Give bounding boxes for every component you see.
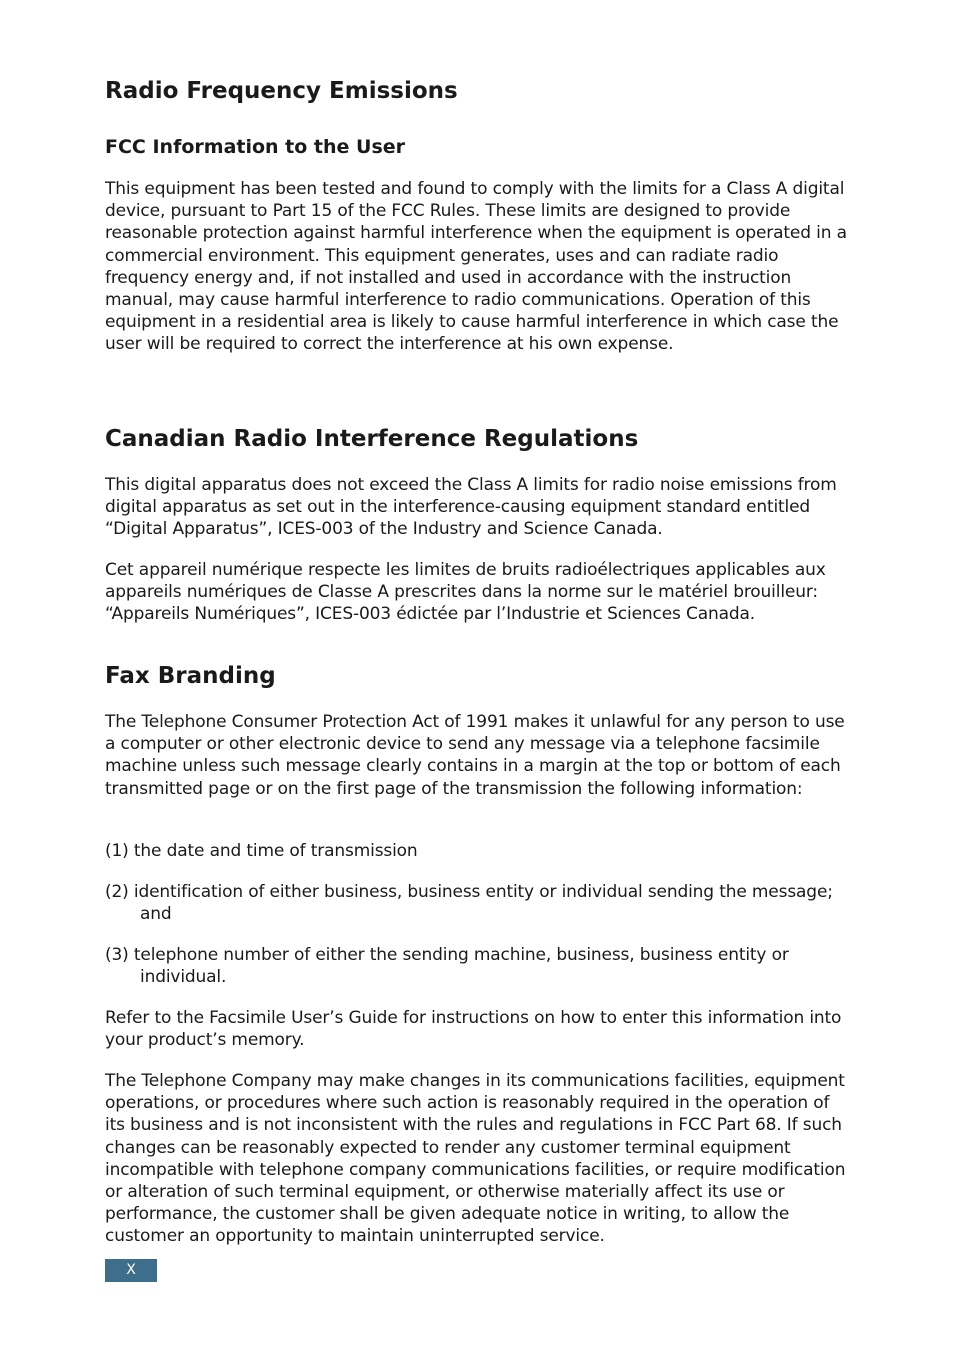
- page-number-badge: X: [105, 1259, 157, 1282]
- subsection-title-fcc: FCC Information to the User: [105, 136, 406, 158]
- paragraph-fax-intro: The Telephone Consumer Protection Act of 1991 makes it unlawful for any person to use a computer or other electronic device to send any message via a telephone facsimile machine unless such message clearly contains in a margin at the top or bottom of each transmitted page or on the first page of the transmission the following information:: [105, 712, 845, 799]
- paragraph-canada-en: This digital apparatus does not exceed the Class A limits for radio noise emissions from digital apparatus as set out in the interference-causing equipment standard entitled “Digital Apparatus”, ICES-003 of the Industry and Science Canada.: [105, 475, 837, 540]
- section-title-rf: Radio Frequency Emissions: [105, 78, 458, 104]
- section-title-fax: Fax Branding: [105, 663, 276, 689]
- list-item: (3) telephone number of either the sending machine, business, business entity or individual.: [105, 945, 789, 988]
- section-title-canada: Canadian Radio Interference Regulations: [105, 426, 639, 452]
- paragraph-telephone-company: The Telephone Company may make changes in its communications facilities, equipment operations, or procedures where such action is reasonably required in the operation of its business and is not inconsistent with the rules and regulations in FCC Part 68. If such changes can be reasonably expected to render any customer terminal equipment incompatible with telephone company communications facilities, or require modification or alteration of such terminal equipment, or otherwise materially affect its use or performance, the customer shall be given adequate notice in writing, to allow the customer an opportunity to maintain uninterrupted service.: [105, 1071, 846, 1247]
- paragraph-fcc: This equipment has been tested and found to comply with the limits for a Class A digital device, pursuant to Part 15 of the FCC Rules. These limits are designed to provide reasonable protection against harmful interference when the equipment is operated in a commercial environment. This equipment generates, uses and can radiate radio frequency energy and, if not installed and used in accordance with the instruction manual, may cause harmful interference to radio communications. Operation of this equipment in a residential area is likely to cause harmful interference in which case the user will be required to correct the interference at his own expense.: [105, 179, 847, 355]
- paragraph-canada-fr: Cet appareil numérique respecte les limites de bruits radioélectriques applicables aux appareils numériques de Classe A prescrites dans la norme sur le matériel brouilleur: “Appareils Numériques”, ICES-003 édictée par l’Industrie et Sciences Canada.: [105, 560, 826, 625]
- paragraph-fax-refer: Refer to the Facsimile User’s Guide for instructions on how to enter this information into your product’s memory.: [105, 1008, 842, 1051]
- list-item: (2) identification of either business, business entity or individual sending the message; and: [105, 882, 833, 925]
- list-item: (1) the date and time of transmission: [105, 841, 418, 861]
